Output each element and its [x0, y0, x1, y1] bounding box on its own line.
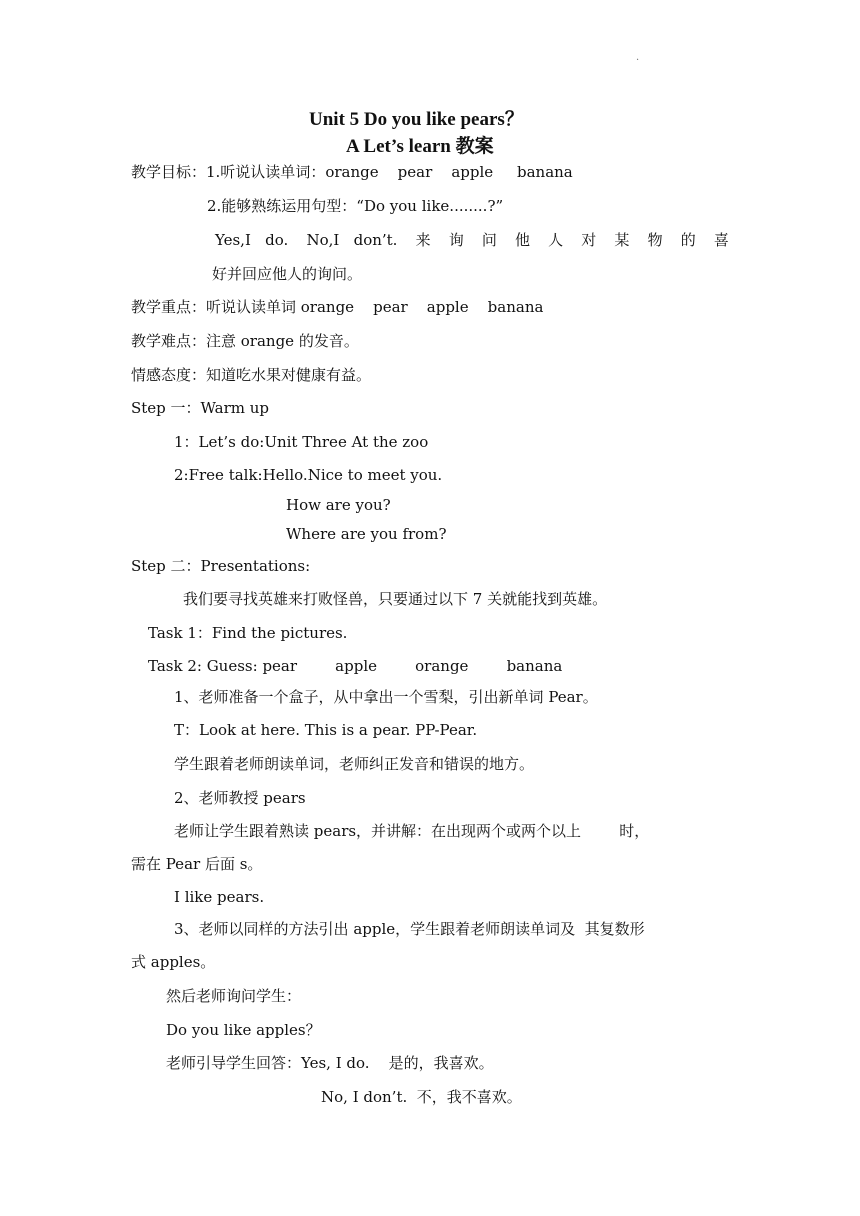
char: 询	[448, 231, 464, 249]
objectives-item-2: 2.能够熟练运用句型：“Do you like........?”	[207, 197, 504, 215]
task-2: Task 2: Guess: pear apple orange banana	[148, 657, 563, 675]
paragraph: 需在 Pear 后面 s。	[131, 855, 263, 873]
paragraph: 2、老师教授 pears	[174, 789, 306, 807]
objectives-line-1: 教学目标：1.听说认读单词：orange pear apple banana	[131, 163, 573, 181]
step2-intro: 我们要寻找英雄来打败怪兽，只要通过以下 7 关就能找到英雄。	[183, 590, 608, 608]
step1-item-2: 2:Free talk:Hello.Nice to meet you.	[174, 466, 443, 484]
paragraph: 1、老师准备一个盒子，从中拿出一个雪梨，引出新单词 Pear。	[174, 688, 598, 706]
char: 人	[548, 231, 564, 249]
title-line-2: A Let’s learn 教案	[346, 136, 494, 157]
paragraph: T：Look at here. This is a pear. PP-Pear.	[174, 721, 478, 739]
paragraph: 3、老师以同样的方法引出 apple，学生跟着老师朗读单词及 其复数形	[174, 920, 645, 938]
paragraph: 学生跟着老师朗读单词，老师纠正发音和错误的地方。	[174, 755, 535, 773]
char: 问	[481, 231, 497, 249]
char: 对	[581, 231, 597, 249]
step1-heading: Step 一：Warm up	[131, 399, 270, 417]
task-1: Task 1：Find the pictures.	[148, 624, 348, 642]
paragraph: 然后老师询问学生：	[166, 987, 302, 1005]
char: 喜	[713, 231, 729, 249]
title-line-1: Unit 5 Do you like pears？	[309, 109, 524, 130]
attitude: 情感态度：知道吃水果对健康有益。	[131, 366, 372, 384]
char: 来	[415, 231, 431, 249]
paragraph: 老师引导学生回答：Yes, I do. 是的，我喜欢。	[166, 1054, 494, 1072]
step2-heading: Step 二：Presentations:	[131, 557, 311, 575]
step1-item-1: 1：Let’s do:Unit Three At the zoo	[174, 433, 429, 451]
objectives-item-2-end: 好并回应他人的询问。	[212, 265, 363, 283]
char: 他	[515, 231, 531, 249]
key-point: 教学重点：听说认读单词 orange pear apple banana	[131, 298, 544, 316]
step1-question-1: How are you?	[286, 496, 391, 514]
paragraph: Do you like apples？	[166, 1021, 321, 1039]
char: 物	[647, 231, 663, 249]
paragraph: 老师让学生跟着熟读 pears，并讲解：在出现两个或两个以上 时，	[174, 822, 650, 840]
paragraph: No, I don’t. 不，我不喜欢。	[321, 1088, 522, 1106]
step1-question-2: Where are you from?	[286, 525, 447, 543]
paragraph: I like pears.	[174, 888, 265, 906]
difficulty: 教学难点：注意 orange 的发音。	[131, 332, 359, 350]
objectives-sentence-row	[215, 230, 729, 250]
yes-answer: Yes,I do.	[215, 231, 289, 249]
no-answer: No,I don’t.	[306, 231, 398, 249]
char: 的	[680, 231, 696, 249]
paragraph: 式 apples。	[131, 953, 216, 971]
header-mark: ·	[636, 55, 640, 66]
char: 某	[614, 231, 630, 249]
